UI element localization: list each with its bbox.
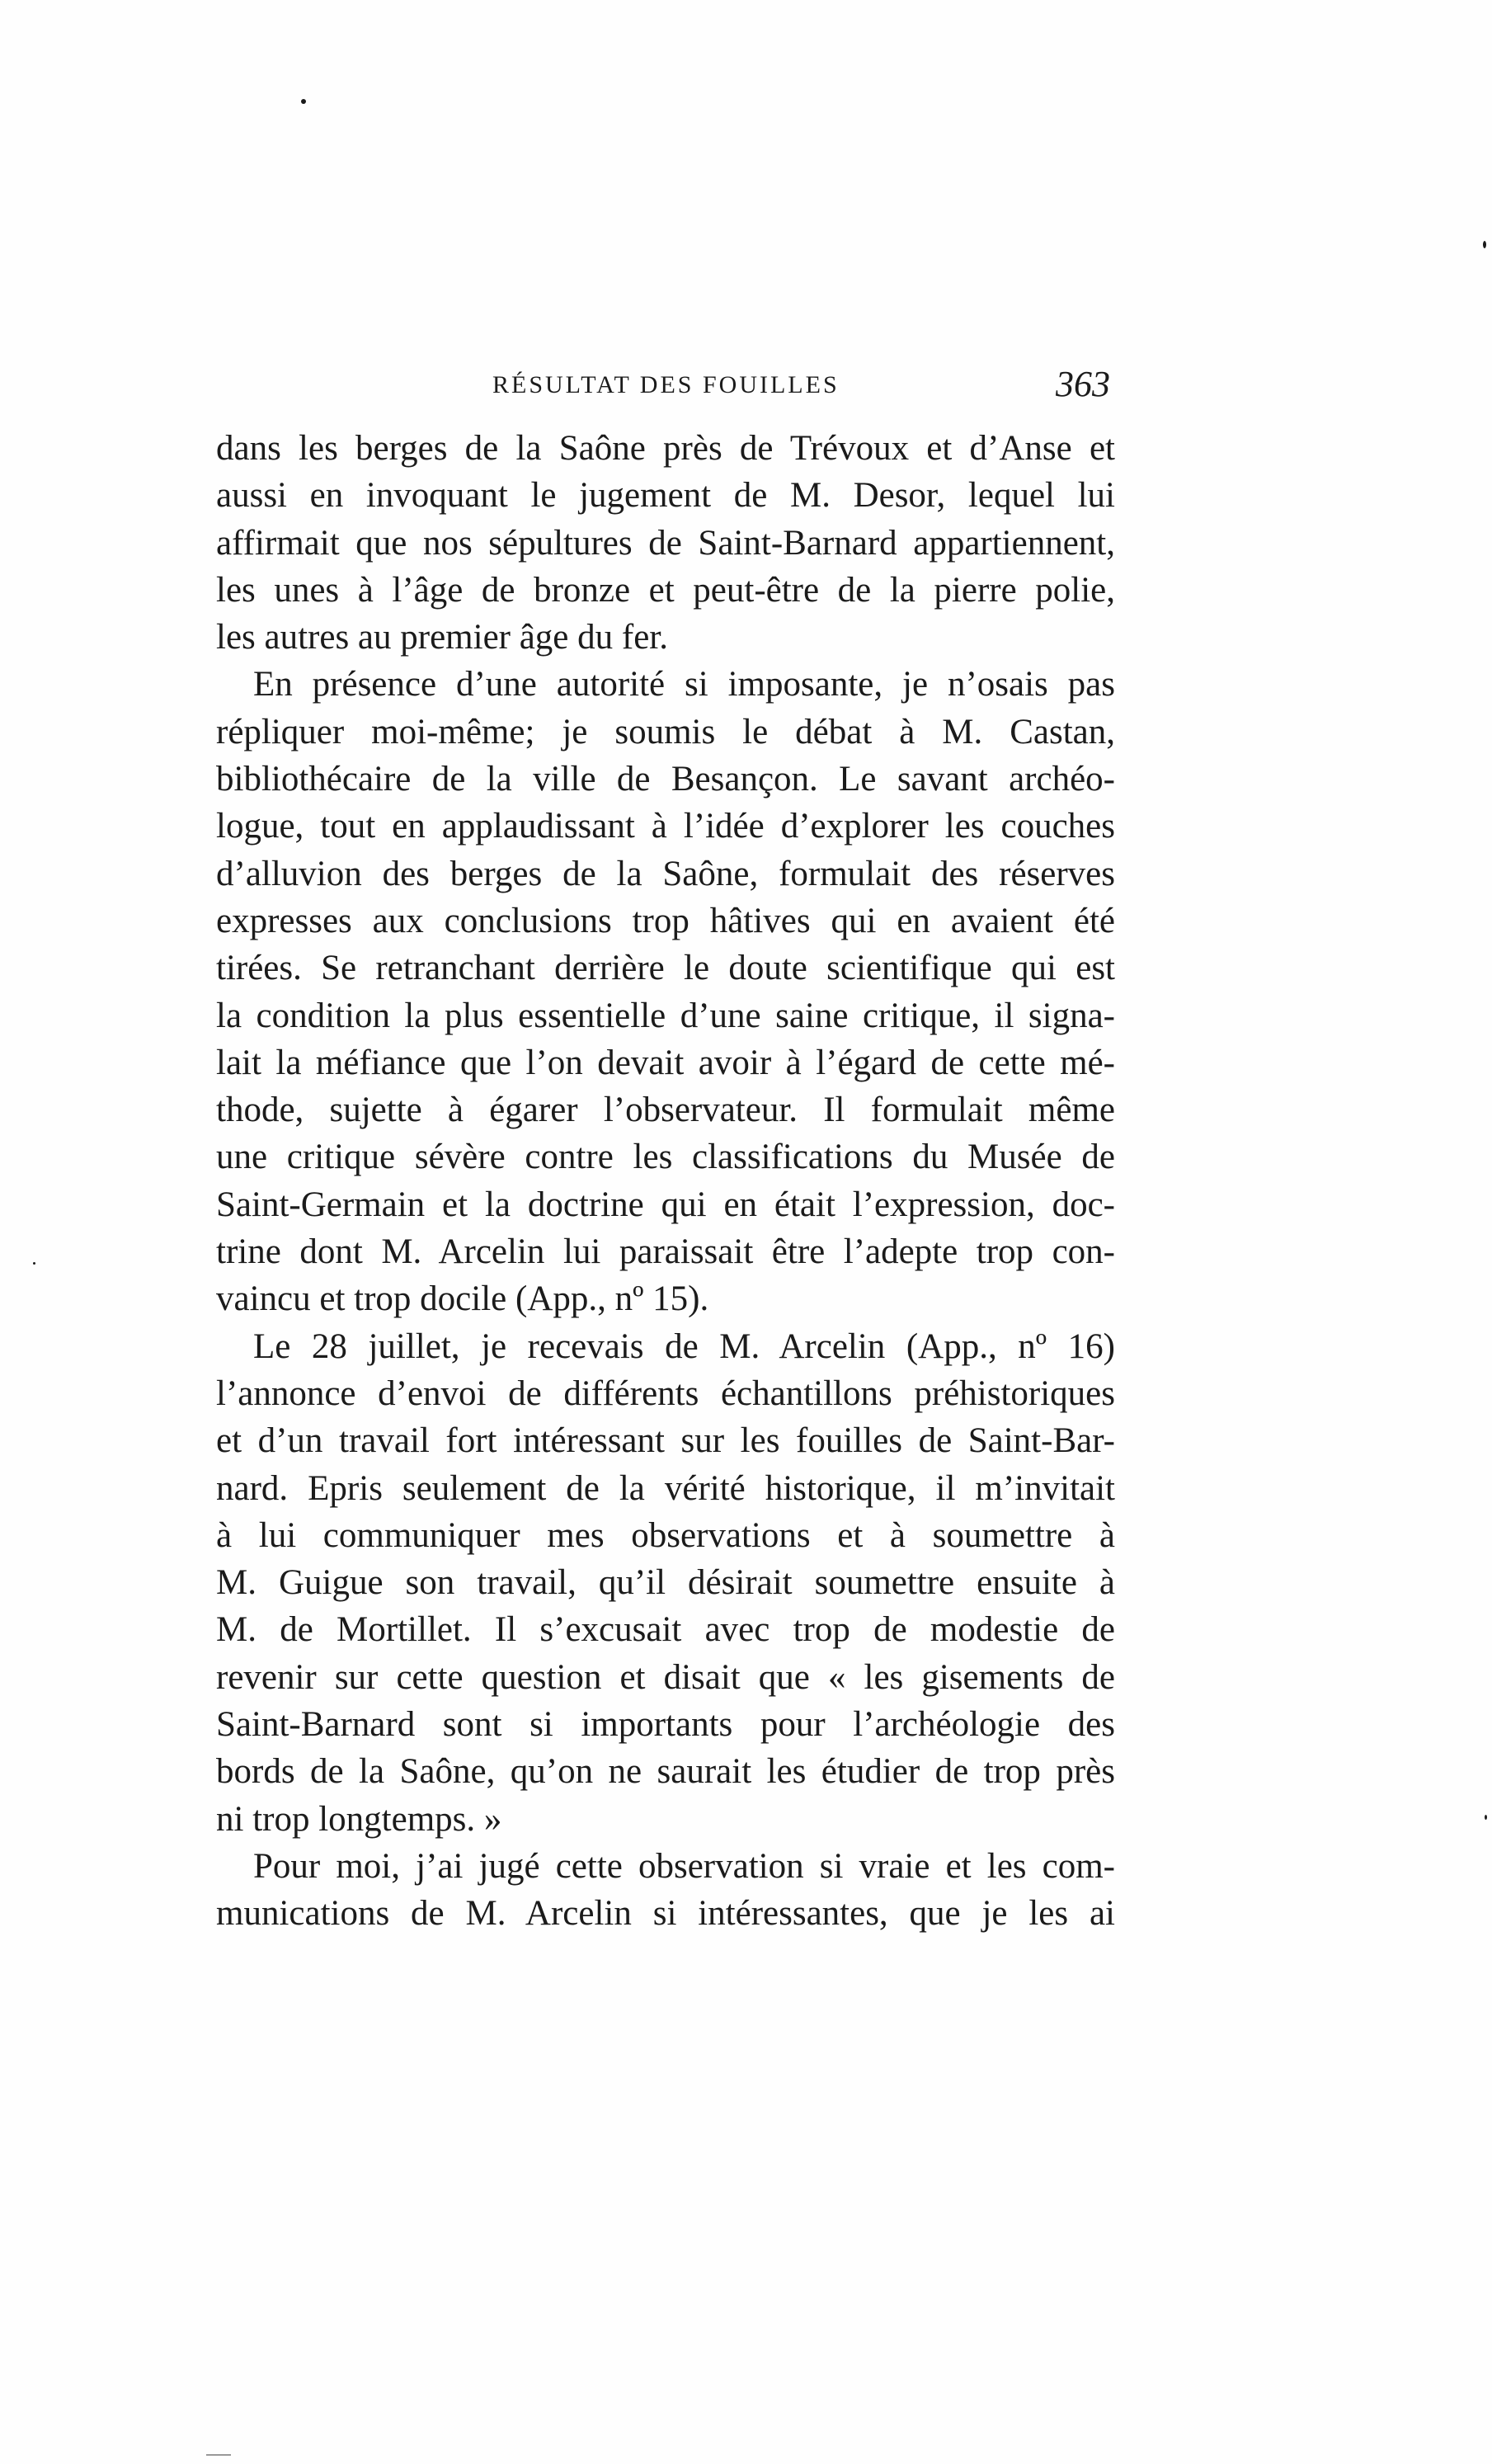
- text-line: affirmait que nos sépultures de Saint-Barnard appartiennent,: [216, 523, 1115, 563]
- text-line: M. Guigue son travail, qu’il désirait soumettre ensuite à: [216, 1563, 1115, 1603]
- body-text: [216, 425, 1115, 1938]
- scan-speck: [1485, 1815, 1487, 1820]
- page-number: 363: [1056, 364, 1110, 404]
- text-line: une critique sévère contre les classifications du Musée de: [216, 1138, 1115, 1177]
- text-line: répliquer moi-même; je soumis le débat à M. Castan,: [216, 712, 1115, 751]
- text-line: lait la méfiance que l’on devait avoir à l’égard de cette mé-: [216, 1043, 1115, 1082]
- text-line: ni trop longtemps. »: [216, 1799, 502, 1839]
- text-line: thode, sujette à égarer l’observateur. Il formulait même: [216, 1091, 1115, 1130]
- text-line: dans les berges de la Saône près de Trévoux et d’Anse et: [216, 429, 1115, 468]
- text-line: bords de la Saône, qu’on ne saurait les étudier de trop près: [216, 1752, 1115, 1792]
- scan-speck: [1483, 241, 1486, 248]
- text-line: et d’un travail fort intéressant sur les fouilles de Saint-Bar-: [216, 1421, 1115, 1461]
- text-line: En présence d’une autorité si imposante, je n’osais pas: [253, 665, 1115, 704]
- text-line: Pour moi, j’ai jugé cette observation si vraie et les com-: [253, 1846, 1115, 1886]
- text-line: revenir sur cette question et disait que « les gisements de: [216, 1657, 1115, 1697]
- scan-speck: [301, 99, 306, 104]
- page-header: [216, 363, 1115, 421]
- text-line: vaincu et trop docile (App., nº 15).: [216, 1279, 709, 1319]
- text-line: d’alluvion des berges de la Saône, formulait des réserves: [216, 854, 1115, 893]
- text-line: tirées. Se retranchant derrière le doute scientifique qui est: [216, 949, 1115, 988]
- text-line: aussi en invoquant le jugement de M. Desor, lequel lui: [216, 476, 1115, 516]
- scan-speck: [206, 2454, 231, 2456]
- text-line: Saint-Germain et la doctrine qui en était l’expression, doc-: [216, 1185, 1115, 1224]
- text-line: l’annonce d’envoi de différents échantillons préhistoriques: [216, 1373, 1115, 1413]
- text-line: bibliothécaire de la ville de Besançon. Le savant archéo-: [216, 760, 1115, 799]
- scan-speck: [33, 1262, 35, 1265]
- text-line: la condition la plus essentielle d’une saine critique, il signa-: [216, 996, 1115, 1035]
- text-line: logue, tout en applaudissant à l’idée d’explorer les couches: [216, 807, 1115, 846]
- text-line: M. de Mortillet. Il s’excusait avec trop de modestie de: [216, 1610, 1115, 1650]
- text-line: à lui communiquer mes observations et à soumettre à: [216, 1515, 1115, 1555]
- text-line: les autres au premier âge du fer.: [216, 618, 668, 657]
- text-line: munications de M. Arcelin si intéressantes, que je les ai: [216, 1894, 1115, 1934]
- text-line: Saint-Barnard sont si importants pour l’archéologie des: [216, 1705, 1115, 1745]
- text-line: expresses aux conclusions trop hâtives qui en avaient été: [216, 901, 1115, 940]
- text-line: trine dont M. Arcelin lui paraissait être l’adepte trop con-: [216, 1232, 1115, 1272]
- text-line: les unes à l’âge de bronze et peut-être de la pierre polie,: [216, 570, 1115, 610]
- running-head: RÉSULTAT DES FOUILLES: [492, 371, 840, 398]
- text-line: Le 28 juillet, je recevais de M. Arcelin (App., nº 16): [253, 1326, 1115, 1366]
- text-line: nard. Epris seulement de la vérité historique, il m’invitait: [216, 1468, 1115, 1508]
